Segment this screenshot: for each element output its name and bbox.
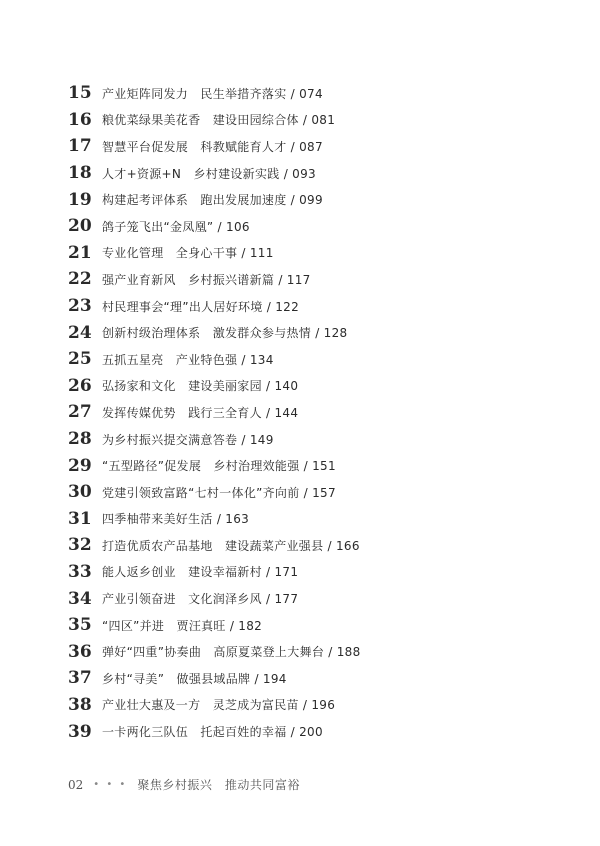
entry-title: 粮优菜绿果美花香 建设田园综合体 / 081 xyxy=(102,113,336,128)
entry-title: 弘扬家和文化 建设美丽家园 / 140 xyxy=(102,379,299,394)
toc-entry xyxy=(68,399,361,426)
table-of-contents xyxy=(68,80,361,745)
entry-title: 强产业育新风 乡村振兴谱新篇 / 117 xyxy=(102,272,311,287)
toc-entry xyxy=(68,506,361,533)
toc-entry xyxy=(68,346,361,373)
entry-number: 32 xyxy=(68,535,92,556)
toc-entry xyxy=(68,665,361,692)
entry-title: “五型路径”促发展 乡村治理效能强 / 151 xyxy=(102,459,336,474)
entry-number: 38 xyxy=(68,694,92,715)
entry-number: 23 xyxy=(68,296,92,317)
toc-entry xyxy=(68,612,361,639)
toc-entry xyxy=(68,133,361,160)
entry-title: 产业壮大惠及一方 灵芝成为富民苗 / 196 xyxy=(102,698,336,713)
toc-entry xyxy=(68,160,361,187)
entry-title: 弹好“四重”协奏曲 高原夏菜登上大舞台 / 188 xyxy=(102,645,361,660)
entry-number: 37 xyxy=(68,668,92,689)
toc-entry xyxy=(68,186,361,213)
entry-title: 发挥传媒优势 践行三全育人 / 144 xyxy=(102,405,299,420)
entry-title: 人才+资源+N 乡村建设新实践 / 093 xyxy=(102,166,316,181)
toc-entry xyxy=(68,692,361,719)
entry-title: 为乡村振兴提交满意答卷 / 149 xyxy=(102,432,274,447)
entry-title: 村民理事会“理”出人居好环境 / 122 xyxy=(102,299,300,314)
footer-title: 聚焦乡村振兴 推动共同富裕 xyxy=(137,778,300,792)
entry-number: 22 xyxy=(68,269,92,290)
entry-number: 26 xyxy=(68,375,92,396)
entry-title: “四区”并进 贾汪真旺 / 182 xyxy=(102,618,263,633)
toc-entry xyxy=(68,319,361,346)
toc-entry xyxy=(68,638,361,665)
entry-title: 打造优质农产品基地 建设蔬菜产业强县 / 166 xyxy=(102,538,360,553)
entry-number: 39 xyxy=(68,721,92,742)
entry-title: 产业引领奋进 文化润泽乡风 / 177 xyxy=(102,592,299,607)
toc-entry xyxy=(68,240,361,267)
entry-number: 25 xyxy=(68,349,92,370)
entry-number: 16 xyxy=(68,109,92,130)
toc-entry xyxy=(68,80,361,107)
entry-title: 五抓五星亮 产业特色强 / 134 xyxy=(102,352,274,367)
toc-entry xyxy=(68,373,361,400)
entry-number: 36 xyxy=(68,641,92,662)
toc-entry xyxy=(68,452,361,479)
entry-title: 四季柚带来美好生活 / 163 xyxy=(102,512,250,527)
entry-number: 18 xyxy=(68,163,92,184)
entry-title: 党建引领致富路“七村一体化”齐向前 / 157 xyxy=(102,485,336,500)
entry-title: 乡村“寻美” 做强县域品牌 / 194 xyxy=(102,671,287,686)
entry-title: 一卡两化三队伍 托起百姓的幸福 / 200 xyxy=(102,725,323,740)
toc-entry xyxy=(68,426,361,453)
entry-number: 19 xyxy=(68,189,92,210)
page-number: 02 xyxy=(68,777,84,792)
entry-number: 27 xyxy=(68,402,92,423)
toc-entry xyxy=(68,585,361,612)
entry-number: 24 xyxy=(68,322,92,343)
entry-number: 28 xyxy=(68,429,92,450)
entry-number: 20 xyxy=(68,216,92,237)
footer-dots: • • • xyxy=(93,779,128,790)
entry-number: 17 xyxy=(68,136,92,157)
entry-title: 智慧平台促发展 科教赋能育人才 / 087 xyxy=(102,139,323,154)
entry-number: 35 xyxy=(68,615,92,636)
toc-entry xyxy=(68,479,361,506)
toc-entry xyxy=(68,213,361,240)
entry-number: 21 xyxy=(68,242,92,263)
entry-number: 33 xyxy=(68,561,92,582)
entry-number: 31 xyxy=(68,508,92,529)
page-footer xyxy=(68,776,300,793)
entry-title: 专业化管理 全身心干事 / 111 xyxy=(102,246,274,261)
toc-entry xyxy=(68,293,361,320)
entry-number: 29 xyxy=(68,455,92,476)
entry-number: 34 xyxy=(68,588,92,609)
entry-title: 创新村级治理体系 激发群众参与热情 / 128 xyxy=(102,326,348,341)
entry-number: 15 xyxy=(68,83,92,104)
toc-entry xyxy=(68,266,361,293)
toc-entry xyxy=(68,107,361,134)
toc-entry xyxy=(68,718,361,745)
entry-number: 30 xyxy=(68,482,92,503)
toc-entry xyxy=(68,559,361,586)
entry-title: 构建起考评体系 跑出发展加速度 / 099 xyxy=(102,193,323,208)
entry-title: 鸽子笼飞出“金凤凰” / 106 xyxy=(102,219,250,234)
entry-title: 产业矩阵同发力 民生举措齐落实 / 074 xyxy=(102,86,323,101)
entry-title: 能人返乡创业 建设幸福新村 / 171 xyxy=(102,565,299,580)
toc-entry xyxy=(68,532,361,559)
